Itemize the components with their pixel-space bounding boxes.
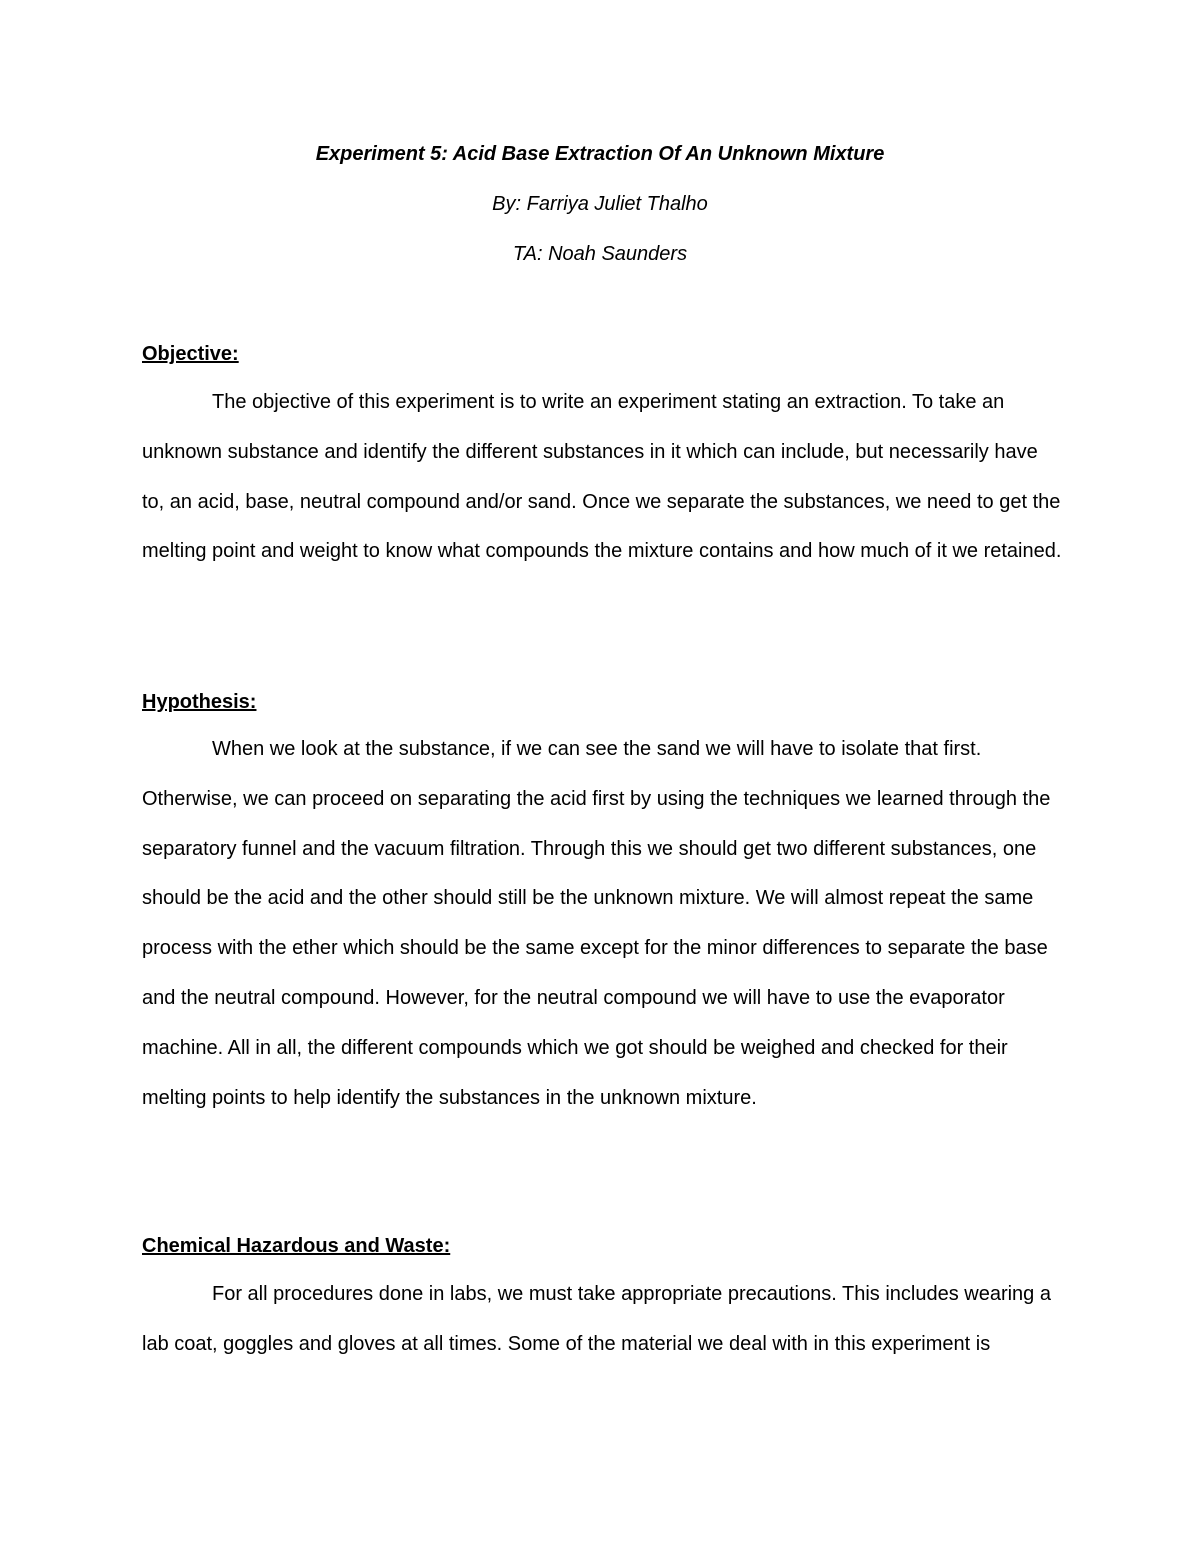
author-line: By: Farriya Juliet Thalho bbox=[492, 193, 708, 215]
objective-heading: Objective: bbox=[142, 343, 239, 365]
document-title: Experiment 5: Acid Base Extraction Of An Unknown Mixture bbox=[315, 143, 885, 165]
objective-paragraph: The objective of this experiment is to write an experiment stating an extraction. To take an unknown substance and identify the different substances in it which can include, but necessarily have to, an acid, base, neutral compound and/or sand. Once we separate the substances, we need to get the melting point and weight to know what compounds the mixture contains and how much of it we retained. bbox=[142, 391, 1062, 563]
ta-line: TA: Noah Saunders bbox=[512, 243, 688, 265]
hypothesis-paragraph: When we look at the substance, if we can see the sand we will have to isolate that first. Otherwise, we can proceed on separating the acid first by using the techniques we learned through the separatory funnel and the vacuum filtration. Through this we should get two different substances, one should be the acid and the other should still be the unknown mixture. We will almost repeat the same process with the ether which should be the same except for the minor differences to separate the base and the neutral compound. However, for the neutral compound we will have to use the evaporator machine. All in all, the different compounds which we got should be weighed and checked for their melting points to help identify the substances in the unknown mixture. bbox=[142, 738, 1051, 1109]
hypothesis-heading: Hypothesis: bbox=[142, 691, 257, 713]
hazards-paragraph: For all procedures done in labs, we must take appropriate precautions. This includes wearing a lab coat, goggles and gloves at all times. Some of the material we deal with in this experiment is bbox=[142, 1283, 1051, 1355]
hazards-heading: Chemical Hazardous and Waste: bbox=[142, 1235, 451, 1257]
